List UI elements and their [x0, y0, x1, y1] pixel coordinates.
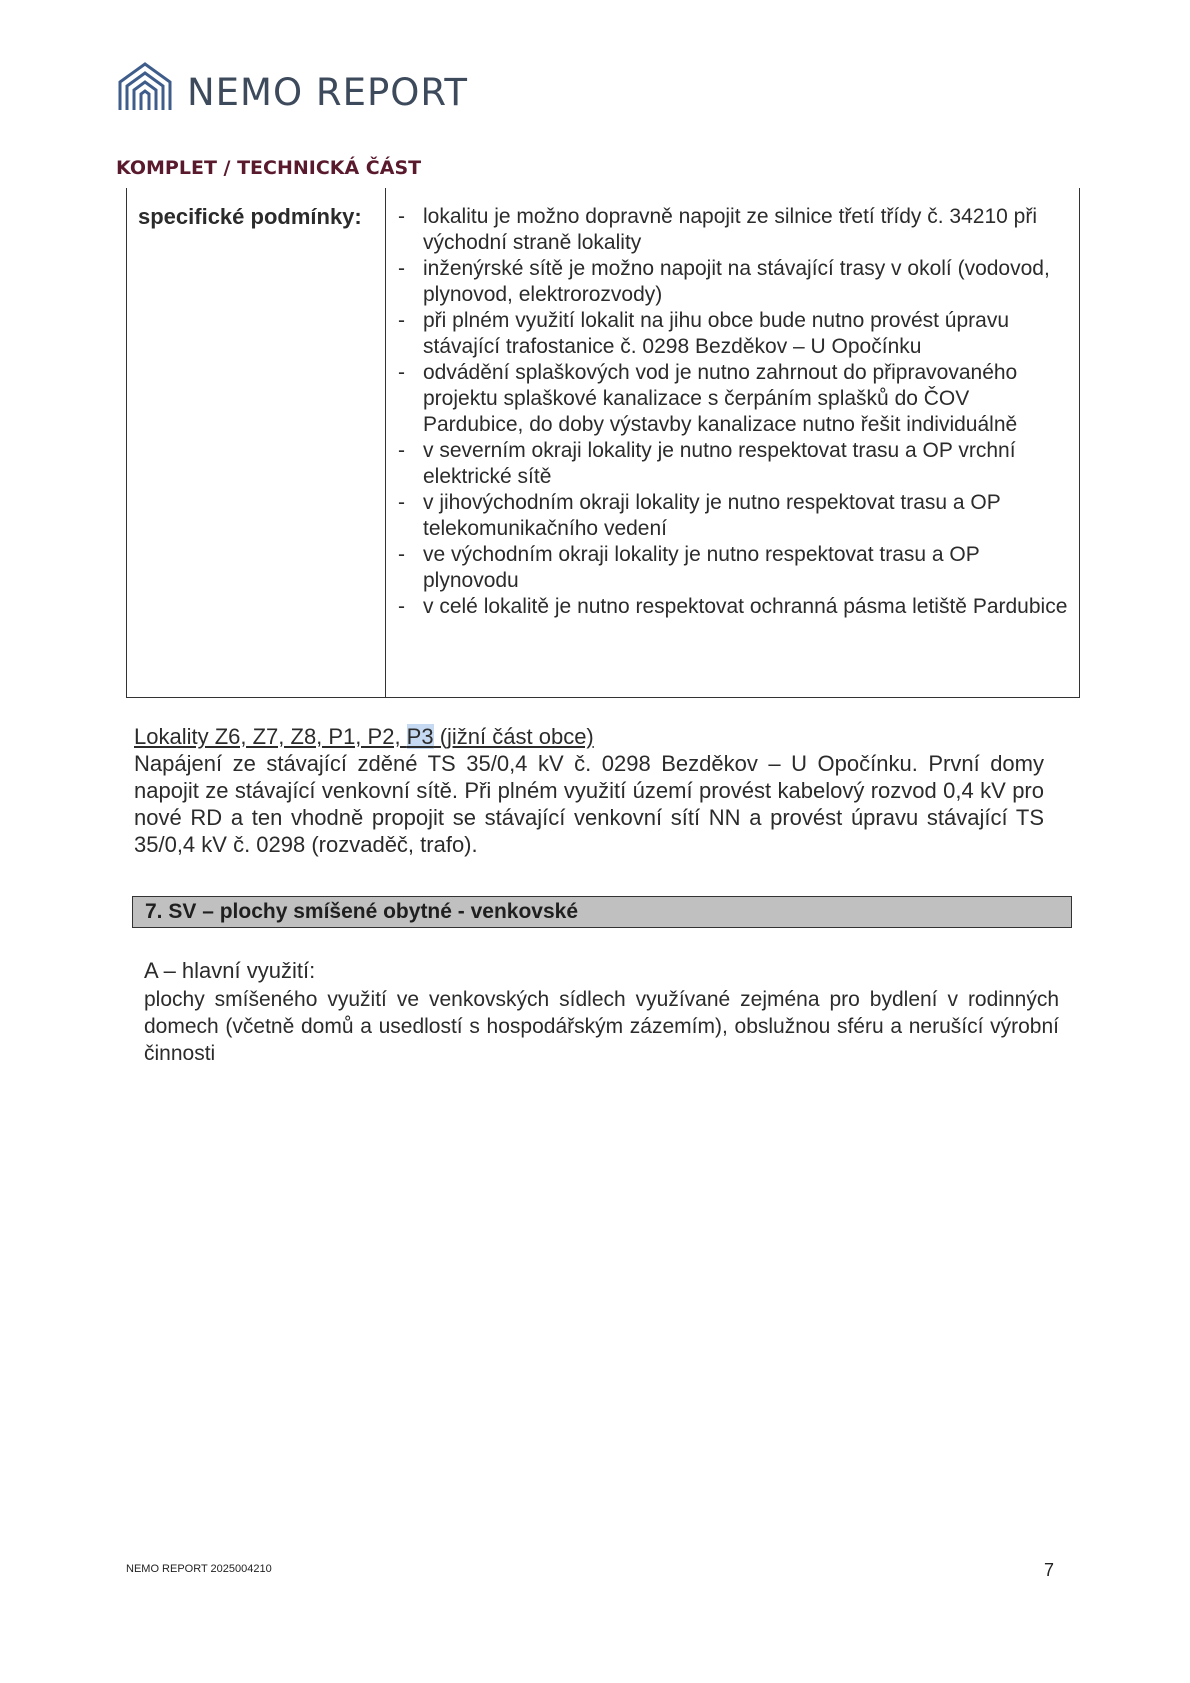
condition-item: - v severním okraji lokality je nutno respektovat trasu a OP vrchní elektrické sítě — [396, 438, 1069, 490]
logo-text: NEMO REPORT — [187, 70, 469, 114]
footer-report-id: NEMO REPORT 2025004210 — [126, 1563, 272, 1575]
lokality-title-end: (jižní část obce) — [433, 724, 594, 749]
nemo-report-logo — [117, 60, 468, 114]
condition-item: - v celé lokalitě je nutno respektovat ochranná pásma letiště Pardubice — [396, 594, 1069, 620]
condition-item: - v jihovýchodním okraji lokality je nutno respektovat trasu a OP telekomunikačního vedení — [396, 490, 1069, 542]
condition-item: - odvádění splaškových vod je nutno zahrnout do připravovaného projektu splaškové kanalizace s čerpáním splašků do ČOV Pardubice, do doby výstavby kanalizace nutno řešit individuálně — [396, 360, 1069, 438]
condition-item: - lokalitu je možno dopravně napojit ze silnice třetí třídy č. 34210 při východní straně lokality — [396, 204, 1069, 256]
section-heading: KOMPLET / TECHNICKÁ ČÁST — [116, 157, 422, 179]
conditions-table — [126, 188, 1080, 698]
highlighted-p3: P3 — [406, 724, 434, 749]
page-number: 7 — [1044, 1560, 1055, 1580]
main-use-heading: A – hlavní využití: — [144, 958, 316, 983]
conditions-cell — [386, 188, 1079, 697]
condition-item: - při plném využití lokalit na jihu obce bude nutno provést úpravu stávající trafostanice č. 0298 Bezděkov – U Opočínku — [396, 308, 1069, 360]
house-logo-icon — [117, 60, 173, 114]
lokality-title-start: Lokality Z6, Z7, Z8, P1, P2, — [134, 724, 407, 749]
conditions-label: specifické podmínky: — [127, 188, 386, 697]
main-use-paragraph: plochy smíšeného využití ve venkovských sídlech využívané zejména pro bydlení v rodinných domech (včetně domů a usedlostí s hospodářským zázemím), obslužnou sféru a nerušící výrobní činnosti — [144, 988, 1059, 1065]
condition-item: - ve východním okraji lokality je nutno respektovat trasu a OP plynovodu — [396, 542, 1069, 594]
lokality-paragraph: Napájení ze stávající zděné TS 35/0,4 kV č. 0298 Bezděkov – U Opočínku. První domy napojit ze stávající venkovní sítě. Při plném využití území provést kabelový rozvod 0,4 kV pro nové RD a ten vhodně propojit se stávající venkovní sítí NN a provést úpravu stávající TS 35/0,4 kV č. 0298 (rozvaděč, trafo). — [134, 751, 1044, 857]
section-7-title-bar: 7. SV – plochy smíšené obytné - venkovské — [132, 896, 1072, 928]
lokality-title — [134, 724, 594, 750]
conditions-list — [396, 204, 1069, 620]
condition-item: - inženýrské sítě je možno napojit na stávající trasy v okolí (vodovod, plynovod, elektrorozvody) — [396, 256, 1069, 308]
